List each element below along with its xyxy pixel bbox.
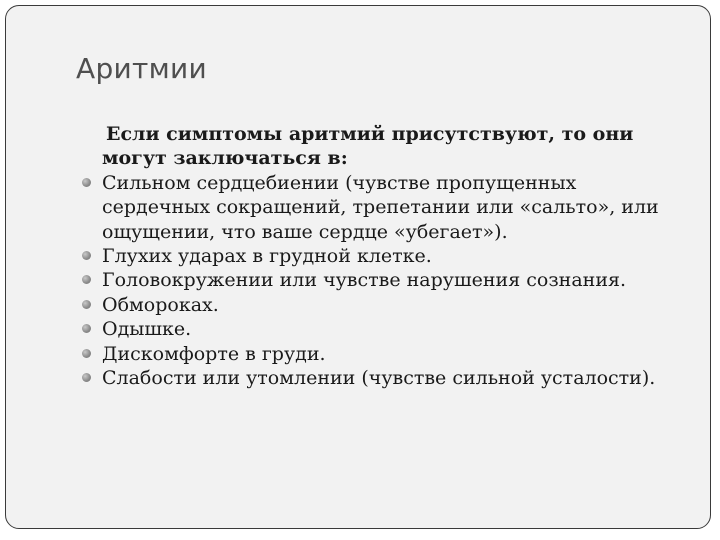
list-item-text: Слабости или утомлении (чувстве сильной усталости). [102, 367, 656, 390]
bullet-icon [82, 178, 91, 187]
list-item-text: Головокружении или чувстве нарушения сознания. [102, 269, 627, 292]
bullet-icon [82, 324, 91, 333]
slide-body [80, 122, 690, 390]
list-item-text: Одышке. [102, 318, 192, 341]
list-item [80, 366, 690, 390]
bullet-icon [82, 251, 91, 260]
bullet-icon [82, 349, 91, 358]
list-item [80, 268, 690, 292]
list-item-text: Обмороках. [102, 293, 219, 316]
list-item [80, 293, 690, 317]
list-item [80, 317, 690, 341]
intro-text: Если симптомы аритмий присутствуют, то они могут заключаться в: [102, 123, 634, 170]
slide [5, 5, 711, 529]
list-item [80, 171, 690, 244]
list-item-text: Дискомфорте в груди. [102, 342, 326, 365]
bullet-icon [82, 275, 91, 284]
list-item-text: Глухих ударах в грудной клетке. [102, 245, 432, 268]
slide-title: Аритмии [76, 52, 208, 85]
list-item [80, 244, 690, 268]
symptom-list [80, 171, 690, 391]
bullet-icon [82, 300, 91, 309]
bullet-icon [82, 373, 91, 382]
list-item [80, 342, 690, 366]
list-item-text: Сильном сердцебиении (чувстве пропущенных сердечных сокращений, трепетании или «сальто», или ощущении, что ваше сердце «убегает»). [102, 171, 659, 243]
